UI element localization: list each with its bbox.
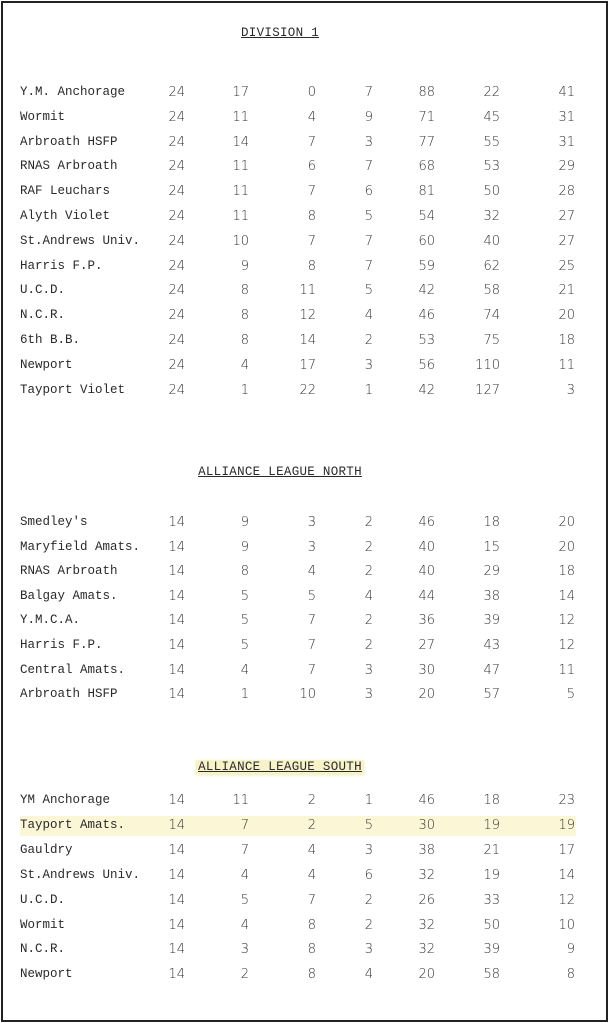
- stat-pts: 11: [558, 662, 575, 678]
- stat-p: 24: [168, 109, 185, 125]
- section-title-text: ALLIANCE LEAGUE SOUTH: [198, 760, 362, 774]
- stat-l: 7: [364, 159, 373, 175]
- stat-f: 20: [418, 967, 435, 983]
- stat-a: 127: [475, 382, 500, 398]
- team-name: Arbroath HSFP: [20, 134, 118, 149]
- stat-d: 4: [307, 842, 316, 858]
- table-row: [20, 306, 576, 326]
- table-row: [20, 182, 576, 202]
- stat-l: 2: [364, 539, 373, 555]
- stat-f: 88: [418, 85, 435, 100]
- stat-w: 7: [240, 842, 249, 858]
- stat-d: 7: [307, 613, 316, 629]
- stat-l: 7: [364, 258, 373, 274]
- stat-l: 4: [364, 308, 373, 324]
- table-row: [20, 381, 576, 401]
- stat-w: 4: [240, 357, 249, 373]
- table-row: [20, 207, 576, 227]
- stat-pts: 8: [566, 967, 575, 983]
- stat-l: 1: [364, 382, 373, 398]
- team-name: U.C.D.: [20, 892, 66, 907]
- stat-a: 19: [483, 867, 500, 883]
- stat-w: 5: [240, 892, 249, 908]
- stat-w: 4: [240, 867, 249, 883]
- stat-pts: 17: [558, 842, 575, 858]
- stat-w: 11: [232, 793, 249, 808]
- stat-p: 24: [168, 184, 185, 200]
- stat-f: 77: [418, 134, 435, 150]
- stat-d: 7: [307, 638, 316, 653]
- stat-a: 50: [483, 184, 500, 200]
- table-row: [20, 940, 576, 960]
- stat-l: 7: [364, 85, 373, 100]
- stat-l: 5: [364, 817, 373, 833]
- stat-pts: 19: [558, 817, 575, 833]
- section-title: [0, 760, 560, 774]
- stat-p: 14: [168, 539, 185, 555]
- stat-p: 14: [168, 867, 185, 883]
- stat-w: 5: [240, 588, 249, 604]
- stat-a: 19: [483, 817, 500, 833]
- stat-p: 24: [168, 382, 185, 398]
- stat-a: 53: [483, 159, 500, 175]
- team-name: Newport: [20, 967, 73, 982]
- stat-l: 3: [364, 842, 373, 858]
- stat-f: 30: [418, 662, 435, 678]
- stat-p: 14: [168, 687, 185, 703]
- stat-p: 24: [168, 333, 185, 348]
- stat-d: 7: [307, 134, 316, 150]
- stat-l: 2: [364, 613, 373, 629]
- stat-w: 4: [240, 917, 249, 933]
- stat-p: 24: [168, 258, 185, 274]
- section-title: [0, 465, 560, 479]
- stat-f: 32: [418, 917, 435, 933]
- stat-p: 24: [168, 283, 185, 299]
- stat-w: 17: [232, 85, 249, 100]
- stat-d: 8: [307, 209, 316, 224]
- stat-d: 4: [307, 564, 316, 580]
- stat-pts: 27: [558, 209, 575, 224]
- stat-a: 75: [483, 333, 500, 348]
- stat-a: 29: [483, 564, 500, 580]
- stat-w: 5: [240, 613, 249, 629]
- stat-w: 11: [232, 209, 249, 224]
- section-title-text: DIVISION 1: [240, 26, 319, 40]
- stat-p: 14: [168, 793, 185, 808]
- stat-d: 2: [307, 793, 316, 808]
- stat-pts: 11: [558, 357, 575, 373]
- team-name: Newport: [20, 357, 73, 372]
- stat-d: 0: [307, 85, 316, 100]
- team-name: RAF Leuchars: [20, 184, 111, 199]
- stat-w: 11: [232, 159, 249, 175]
- stat-w: 11: [232, 184, 249, 200]
- team-name: St.Andrews Univ.: [20, 867, 141, 882]
- stat-w: 4: [240, 662, 249, 678]
- stat-pts: 18: [558, 333, 575, 348]
- stat-w: 10: [232, 233, 249, 249]
- table-row: [20, 866, 576, 886]
- team-name: YM Anchorage: [20, 793, 111, 807]
- team-name: Y.M. Anchorage: [20, 85, 126, 99]
- team-name: St.Andrews Univ.: [20, 233, 141, 248]
- stat-w: 8: [240, 308, 249, 324]
- stat-pts: 12: [558, 892, 575, 908]
- stat-pts: 18: [558, 564, 575, 580]
- stat-f: 40: [418, 564, 435, 580]
- stat-l: 2: [364, 917, 373, 933]
- stat-p: 14: [168, 892, 185, 908]
- stat-pts: 10: [558, 917, 575, 933]
- stat-l: 3: [364, 357, 373, 373]
- stat-l: 7: [364, 233, 373, 249]
- stat-pts: 3: [566, 382, 575, 398]
- stat-d: 4: [307, 867, 316, 883]
- table-row: [20, 587, 576, 607]
- stat-pts: 28: [558, 184, 575, 200]
- stat-p: 14: [168, 564, 185, 580]
- stat-p: 24: [168, 85, 185, 100]
- stat-d: 8: [307, 917, 316, 933]
- stat-f: 46: [418, 308, 435, 324]
- stat-pts: 20: [558, 539, 575, 555]
- team-name: Central Amats.: [20, 662, 126, 677]
- team-name: Tayport Amats.: [20, 817, 126, 832]
- stat-f: 56: [418, 357, 435, 373]
- stat-pts: 5: [566, 687, 575, 703]
- section-title: [0, 26, 560, 40]
- stat-w: 7: [240, 817, 249, 833]
- table-row: [20, 331, 576, 351]
- stat-a: 18: [483, 515, 500, 530]
- stat-f: 38: [418, 842, 435, 858]
- team-name: Alyth Violet: [20, 209, 111, 223]
- stat-f: 54: [418, 209, 435, 224]
- team-name: Tayport Violet: [20, 382, 126, 397]
- stat-p: 14: [168, 588, 185, 604]
- team-name: Y.M.C.A.: [20, 613, 81, 628]
- stat-l: 1: [364, 793, 373, 808]
- stat-a: 39: [483, 942, 500, 958]
- stat-a: 18: [483, 793, 500, 808]
- table-row: [20, 685, 576, 705]
- stat-a: 38: [483, 588, 500, 604]
- stat-d: 7: [307, 892, 316, 908]
- table-row: [20, 562, 576, 582]
- stat-f: 32: [418, 867, 435, 883]
- table-row: [20, 636, 576, 656]
- stat-pts: 12: [558, 638, 575, 653]
- table-row: [20, 791, 576, 811]
- stat-l: 3: [364, 942, 373, 958]
- stat-l: 2: [364, 333, 373, 348]
- stat-f: 26: [418, 892, 435, 908]
- team-name: Maryfield Amats.: [20, 539, 141, 554]
- stat-a: 47: [483, 662, 500, 678]
- stat-d: 8: [307, 258, 316, 274]
- table-row: [20, 83, 576, 103]
- stat-pts: 31: [558, 134, 575, 150]
- stat-w: 8: [240, 283, 249, 299]
- stat-l: 3: [364, 687, 373, 703]
- stat-p: 24: [168, 159, 185, 175]
- team-name: 6th B.B.: [20, 333, 81, 347]
- stat-p: 14: [168, 967, 185, 983]
- team-name: Wormit: [20, 917, 66, 932]
- stat-pts: 14: [558, 867, 575, 883]
- stat-p: 14: [168, 817, 185, 833]
- stat-d: 7: [307, 184, 316, 200]
- stat-d: 8: [307, 967, 316, 983]
- team-name: U.C.D.: [20, 283, 66, 298]
- stat-d: 2: [307, 817, 316, 833]
- stat-d: 6: [307, 159, 316, 175]
- stat-pts: 41: [558, 85, 575, 100]
- stat-p: 24: [168, 233, 185, 249]
- stat-pts: 12: [558, 613, 575, 629]
- stat-l: 2: [364, 892, 373, 908]
- stat-p: 14: [168, 515, 185, 530]
- stat-l: 4: [364, 967, 373, 983]
- stat-w: 1: [240, 687, 249, 703]
- stat-pts: 25: [558, 258, 575, 274]
- team-name: Smedley's: [20, 515, 88, 529]
- stat-f: 42: [418, 382, 435, 398]
- stat-f: 42: [418, 283, 435, 299]
- stat-p: 14: [168, 613, 185, 629]
- table-row: [20, 157, 576, 177]
- table-row: [20, 661, 576, 681]
- stat-l: 3: [364, 662, 373, 678]
- stat-a: 110: [475, 357, 500, 373]
- table-row: [20, 538, 576, 558]
- stat-l: 5: [364, 209, 373, 224]
- stat-p: 24: [168, 308, 185, 324]
- stat-l: 2: [364, 638, 373, 653]
- table-row: [20, 891, 576, 911]
- stat-l: 6: [364, 867, 373, 883]
- table-row: [20, 133, 576, 153]
- stat-l: 2: [364, 564, 373, 580]
- team-name: Balgay Amats.: [20, 588, 118, 603]
- stat-a: 39: [483, 613, 500, 629]
- stat-w: 1: [240, 382, 249, 398]
- stat-f: 68: [418, 159, 435, 175]
- team-name: RNAS Arbroath: [20, 564, 118, 579]
- stat-a: 43: [483, 638, 500, 653]
- stat-p: 24: [168, 209, 185, 224]
- stat-a: 50: [483, 917, 500, 933]
- stat-d: 10: [299, 687, 316, 703]
- team-name: Harris F.P.: [20, 258, 103, 273]
- stat-a: 57: [483, 687, 500, 703]
- stat-a: 32: [483, 209, 500, 224]
- stat-d: 17: [299, 357, 316, 373]
- stat-w: 11: [232, 109, 249, 125]
- stat-f: 30: [418, 817, 435, 833]
- stat-p: 14: [168, 942, 185, 958]
- stat-w: 9: [240, 539, 249, 555]
- stat-f: 53: [418, 333, 435, 348]
- stat-pts: 27: [558, 233, 575, 249]
- team-name: Wormit: [20, 109, 66, 124]
- stat-f: 44: [418, 588, 435, 604]
- stat-l: 2: [364, 515, 373, 530]
- stat-f: 81: [418, 184, 435, 200]
- stat-l: 3: [364, 134, 373, 150]
- stat-f: 27: [418, 638, 435, 653]
- table-row: [20, 281, 576, 301]
- stat-p: 14: [168, 638, 185, 653]
- stat-f: 20: [418, 687, 435, 703]
- table-row: [20, 916, 576, 936]
- stat-w: 14: [232, 134, 249, 150]
- stat-d: 3: [307, 515, 316, 530]
- stat-f: 46: [418, 793, 435, 808]
- stat-pts: 31: [558, 109, 575, 125]
- table-row: [20, 816, 576, 836]
- stat-l: 6: [364, 184, 373, 200]
- stat-d: 4: [307, 109, 316, 125]
- stat-d: 12: [299, 308, 316, 324]
- stat-a: 33: [483, 892, 500, 908]
- stat-w: 5: [240, 638, 249, 653]
- stat-pts: 23: [558, 793, 575, 808]
- stat-d: 7: [307, 662, 316, 678]
- stat-l: 9: [364, 109, 373, 125]
- stat-f: 46: [418, 515, 435, 530]
- stat-l: 5: [364, 283, 373, 299]
- stat-w: 9: [240, 258, 249, 274]
- stat-d: 5: [307, 588, 316, 604]
- stat-d: 3: [307, 539, 316, 555]
- stat-w: 8: [240, 564, 249, 580]
- stat-w: 9: [240, 515, 249, 530]
- stat-a: 21: [483, 842, 500, 858]
- stat-p: 14: [168, 662, 185, 678]
- stat-pts: 21: [558, 283, 575, 299]
- stat-p: 14: [168, 842, 185, 858]
- stat-f: 32: [418, 942, 435, 958]
- stat-f: 71: [418, 109, 435, 125]
- stat-f: 60: [418, 233, 435, 249]
- team-name: Arbroath HSFP: [20, 687, 118, 702]
- team-name: N.C.R.: [20, 308, 66, 323]
- stat-pts: 20: [558, 515, 575, 530]
- table-row: [20, 965, 576, 985]
- stat-f: 36: [418, 613, 435, 629]
- stat-pts: 29: [558, 159, 575, 175]
- stat-p: 24: [168, 134, 185, 150]
- stat-w: 8: [240, 333, 249, 348]
- section-title-text: ALLIANCE LEAGUE NORTH: [198, 465, 362, 479]
- stat-a: 58: [483, 283, 500, 299]
- table-row: [20, 232, 576, 252]
- stat-f: 59: [418, 258, 435, 274]
- stat-d: 8: [307, 942, 316, 958]
- stat-a: 55: [483, 134, 500, 150]
- stat-a: 74: [483, 308, 500, 324]
- stat-pts: 9: [566, 942, 575, 958]
- team-name: Harris F.P.: [20, 638, 103, 652]
- stat-pts: 14: [558, 588, 575, 604]
- stat-a: 15: [483, 539, 500, 555]
- table-row: [20, 841, 576, 861]
- stat-p: 24: [168, 357, 185, 373]
- stat-pts: 20: [558, 308, 575, 324]
- table-row: [20, 356, 576, 376]
- stat-w: 3: [240, 942, 249, 958]
- stat-d: 22: [299, 382, 316, 398]
- stat-a: 45: [483, 109, 500, 125]
- stat-a: 22: [483, 85, 500, 100]
- stat-d: 11: [299, 283, 316, 299]
- table-row: [20, 513, 576, 533]
- stat-a: 62: [483, 258, 500, 274]
- stat-d: 7: [307, 233, 316, 249]
- stat-p: 14: [168, 917, 185, 933]
- table-row: [20, 257, 576, 277]
- team-name: Gauldry: [20, 842, 73, 857]
- table-row: [20, 611, 576, 631]
- stat-a: 40: [483, 233, 500, 249]
- team-name: RNAS Arbroath: [20, 159, 118, 174]
- stat-a: 58: [483, 967, 500, 983]
- team-name: N.C.R.: [20, 942, 66, 957]
- stat-w: 2: [240, 967, 249, 983]
- stat-f: 40: [418, 539, 435, 555]
- stat-l: 4: [364, 588, 373, 604]
- table-row: [20, 108, 576, 128]
- stat-d: 14: [299, 333, 316, 348]
